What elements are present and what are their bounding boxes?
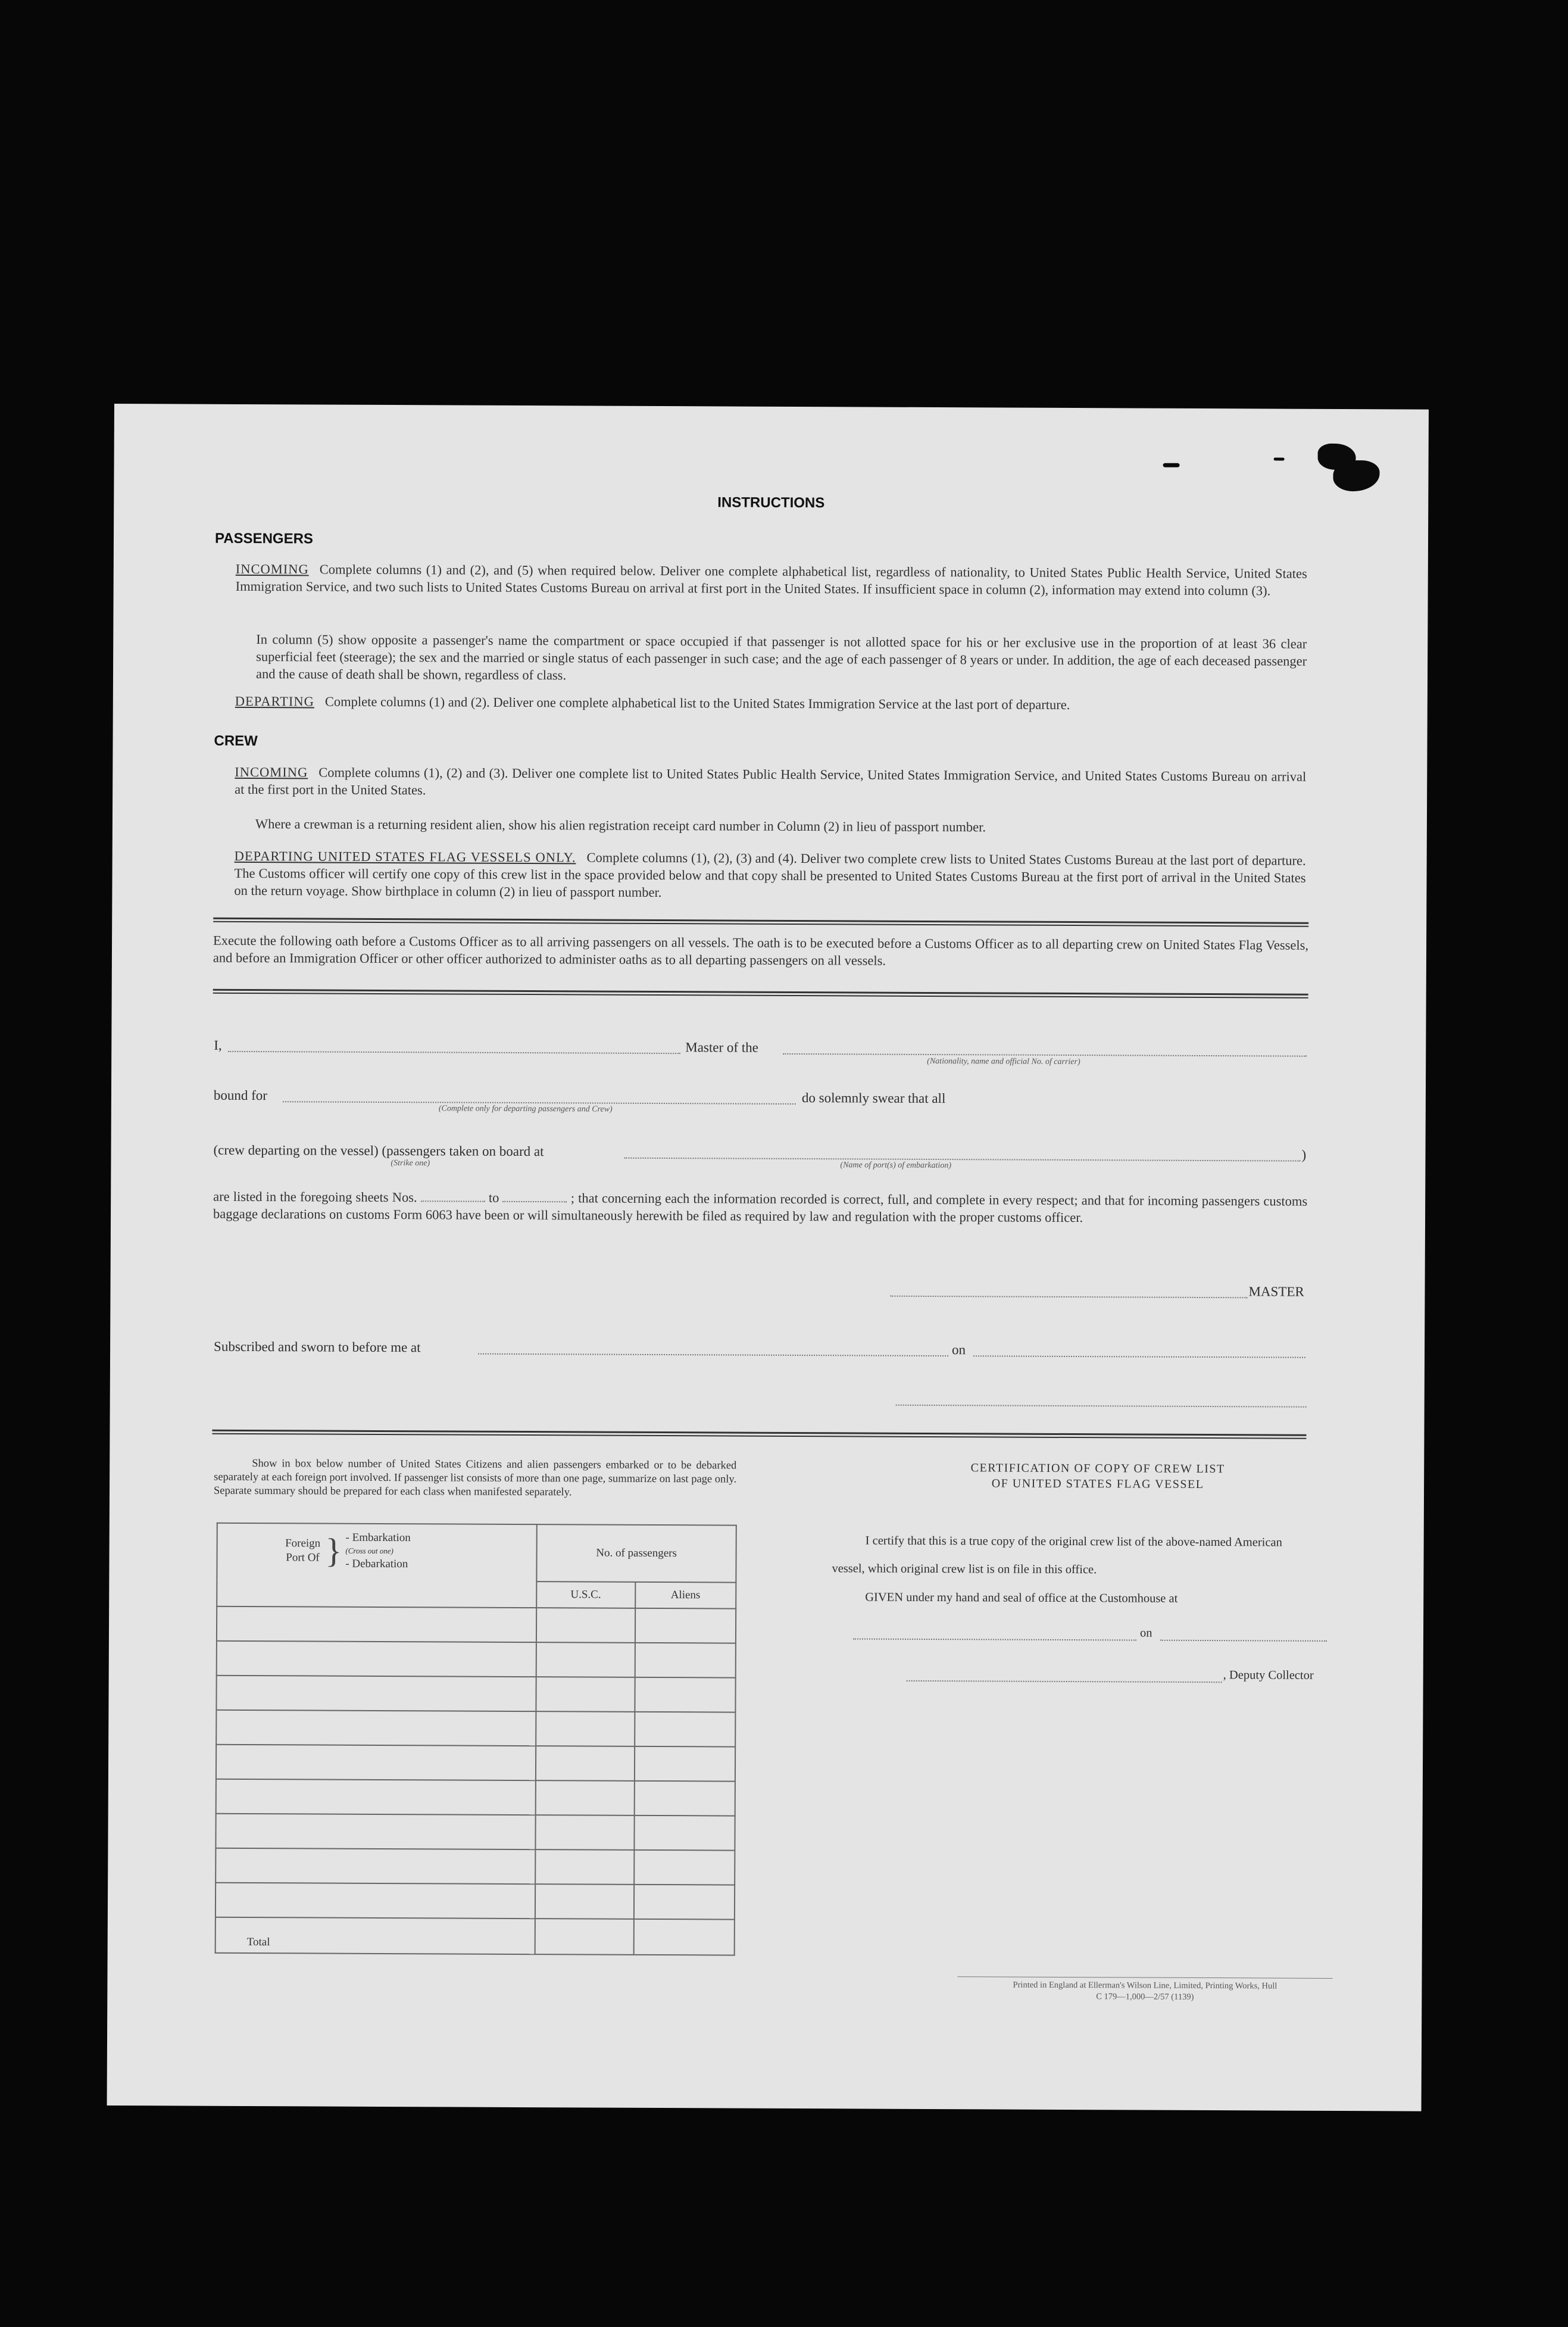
certification-title-line2: OF UNITED STATES FLAG VESSEL [991, 1477, 1204, 1492]
carrier-field[interactable] [783, 1053, 1307, 1057]
crew-resident-paragraph: Where a crewman is a returning resident alien, show his alien registration receipt card number in Column (2) in lieu of passport number. [255, 816, 986, 835]
aliens-cell[interactable] [635, 1712, 736, 1747]
given-line: GIVEN under my hand and seal of office at the Customhouse at [865, 1590, 1178, 1605]
cross-out-note: (Cross out one) [345, 1546, 393, 1556]
bound-for-label: bound for [213, 1087, 268, 1103]
aliens-cell[interactable] [635, 1643, 736, 1678]
printer-line2: C 179—1,000—2/57 (1139) [1096, 1992, 1194, 2002]
aliens-cell[interactable] [634, 1746, 735, 1782]
certification-on-label: on [1139, 1626, 1152, 1640]
departing-note: (Complete only for departing passengers and Crew) [438, 1104, 613, 1114]
certification-date-field[interactable] [1160, 1640, 1327, 1642]
certification-title [848, 1459, 1348, 1493]
aliens-header: Aliens [635, 1582, 736, 1609]
swear-label: do solemnly swear that all [801, 1090, 946, 1106]
deputy-collector-label: , Deputy Collector [1223, 1668, 1314, 1682]
table-row[interactable] [216, 1676, 536, 1711]
sheet-to-field[interactable] [503, 1201, 567, 1202]
passengers-incoming-paragraph [236, 560, 1307, 600]
oath-i-label: I, [214, 1037, 222, 1053]
deputy-signature-field[interactable] [907, 1680, 1222, 1683]
table-row[interactable] [216, 1745, 536, 1780]
crew-departing-paragraph [234, 847, 1305, 904]
customhouse-field[interactable] [853, 1638, 1136, 1640]
table-row[interactable] [215, 1883, 535, 1919]
subscribed-label: Subscribed and sworn to before me at [214, 1339, 421, 1355]
divider-rule [212, 1430, 1306, 1439]
aliens-cell[interactable] [634, 1850, 735, 1885]
table-row[interactable] [216, 1779, 536, 1815]
usc-cell[interactable] [535, 1815, 634, 1850]
ports-embarkation-field[interactable] [624, 1158, 1300, 1162]
master-name-field[interactable] [228, 1051, 680, 1054]
oath-intro: Execute the following oath before a Customs Officer as to all arriving passengers on all vessels. The oath is to be executed before a Customs Officer as to all departing crew on United States Flag Vessels, and before an Immigration Officer or other officer authorized to administer oaths as to all departing passengers on all vessels. [213, 932, 1309, 968]
aliens-cell[interactable] [634, 1781, 735, 1816]
debarkation-label: - Debarkation [345, 1557, 408, 1571]
total-aliens-cell[interactable] [633, 1919, 735, 1955]
master-label: MASTER [1248, 1284, 1304, 1299]
foreign-port-of-label: Foreign Port Of [285, 1537, 321, 1564]
divider-rule [213, 989, 1308, 999]
close-paren: ) [1301, 1147, 1307, 1162]
crew-incoming-paragraph [235, 763, 1306, 803]
to-label: to [488, 1190, 499, 1205]
embarkation-label: - Embarkation [345, 1531, 411, 1545]
usc-header: U.S.C. [536, 1582, 635, 1608]
crew-incoming-lead: INCOMING [235, 764, 308, 780]
usc-cell[interactable] [535, 1849, 634, 1885]
usc-cell[interactable] [536, 1642, 635, 1677]
no-of-passengers-header: No. of passengers [536, 1524, 736, 1582]
ink-stain [1333, 460, 1379, 491]
crew-incoming-text: Complete columns (1), (2) and (3). Deliver one complete list to United States Public Health Service, United States Immigration Service, and United States Customs Bureau on arrival at the first port in the United States. [235, 765, 1307, 798]
usc-cell[interactable] [535, 1884, 634, 1919]
certification-title-line1: CERTIFICATION OF COPY OF CREW LIST [970, 1461, 1225, 1476]
passengers-departing-text: Complete columns (1) and (2). Deliver one complete alphabetical list to the United States Immigration Service at the last port of departure. [324, 694, 1070, 713]
sworn-on-label: on [952, 1342, 966, 1358]
aliens-cell[interactable] [635, 1677, 736, 1713]
table-row[interactable] [217, 1641, 536, 1677]
strike-note: (Strike one) [391, 1159, 430, 1168]
listed-paragraph [213, 1188, 1307, 1227]
ports-note: (Name of port(s) of embarkation) [840, 1161, 952, 1171]
usc-cell[interactable] [536, 1677, 635, 1712]
crew-passengers-label: (crew departing on the vessel) (passengers taken on board at [213, 1142, 544, 1159]
brace: } [325, 1531, 342, 1570]
form-sheet [107, 404, 1429, 2111]
passengers-incoming-text: Complete columns (1) and (2), and (5) when required below. Deliver one complete alphabetical list, regardless of nationality, to United States Public Health Service, United States Immigration Service, and two such lists to United States Customs Bureau on arrival at first port in the United States. If insufficient space in column (2), information may extend into column (3). [235, 562, 1307, 598]
sworn-place-field[interactable] [478, 1353, 948, 1356]
table-row[interactable] [215, 1848, 535, 1884]
printer-rule [957, 1976, 1332, 1979]
master-of-label: Master of the [685, 1040, 758, 1055]
certify-line2: vessel, which original crew list is on file in this office. [832, 1562, 1097, 1577]
usc-cell[interactable] [536, 1780, 635, 1816]
ink-speck [1274, 457, 1285, 460]
sheet-from-field[interactable] [421, 1200, 485, 1202]
nationality-note: (Nationality, name and official No. of carrier) [927, 1056, 1080, 1067]
table-row[interactable] [217, 1607, 536, 1642]
table-row[interactable] [215, 1814, 535, 1849]
instructions-title: INSTRUCTIONS [717, 494, 825, 511]
total-label: Total [215, 1917, 535, 1954]
total-usc-cell[interactable] [535, 1919, 634, 1955]
certify-line1: I certify that this is a true copy of the original crew list of the above-named American [865, 1534, 1282, 1549]
officer-signature-field[interactable] [896, 1405, 1307, 1408]
listed-post: ; that concerning each the information recorded is correct, full, and complete in every respect; and that for incoming passengers customs baggage declarations on customs Form 6063 have been or will simultaneously herewith be filed as required by law and regulation with the proper customs officer. [213, 1190, 1308, 1225]
crew-departing-text: Complete columns (1), (2), (3) and (4). Deliver two complete crew lists to United States Customs Bureau at the last port of departure. The Customs officer will certify one copy of this crew list in the space provided below and that copy shall be presented to United States Customs Bureau at the first port of arrival in the United States on the return voyage. Show birthplace in column (2) in lieu of passport number. [234, 850, 1306, 900]
foreign-port-header [217, 1523, 537, 1608]
usc-cell[interactable] [536, 1608, 635, 1643]
master-signature-field[interactable] [890, 1296, 1247, 1299]
table-row[interactable] [216, 1710, 536, 1746]
passenger-summary-table [215, 1523, 737, 1956]
passengers-departing-paragraph [235, 693, 1307, 715]
printer-imprint [957, 1979, 1332, 2004]
summary-note: Show in box below number of United States Citizens and alien passengers embarked or to be debarked separately at each foreign port involved. If passenger list consists of more than one page, summarize on last page only. Separate summary should be prepared for each class when manifested separately. [213, 1458, 737, 1499]
usc-cell[interactable] [536, 1711, 635, 1746]
usc-cell[interactable] [536, 1746, 635, 1781]
sworn-date-field[interactable] [973, 1355, 1305, 1358]
passengers-column5-paragraph: In column (5) show opposite a passenger's name the compartment or space occupied if that passenger is not allotted space for his or her exclusive use in the proportion of at least 36 clear superficial feet (steerage); the sex and the married or single status of each passenger in such case; and the age of each passenger of 8 years or under. In addition, the age of each deceased passenger and the cause of death shall be shown, regardless of class. [255, 632, 1307, 683]
passengers-departing-lead: DEPARTING [235, 693, 314, 709]
printer-line1: Printed in England at Ellerman's Wilson Line, Limited, Printing Works, Hull [1013, 1980, 1277, 1991]
crew-departing-lead: DEPARTING UNITED STATES FLAG VESSELS ONLY. [234, 848, 576, 865]
crew-heading: CREW [214, 732, 258, 750]
aliens-cell[interactable] [633, 1885, 735, 1920]
passengers-heading: PASSENGERS [214, 530, 314, 547]
aliens-cell[interactable] [635, 1608, 736, 1643]
aliens-cell[interactable] [634, 1816, 735, 1851]
divider-rule [213, 918, 1308, 927]
passengers-incoming-lead: INCOMING [235, 561, 309, 577]
ink-speck [1163, 463, 1180, 467]
listed-pre: are listed in the foregoing sheets Nos. [213, 1189, 417, 1205]
